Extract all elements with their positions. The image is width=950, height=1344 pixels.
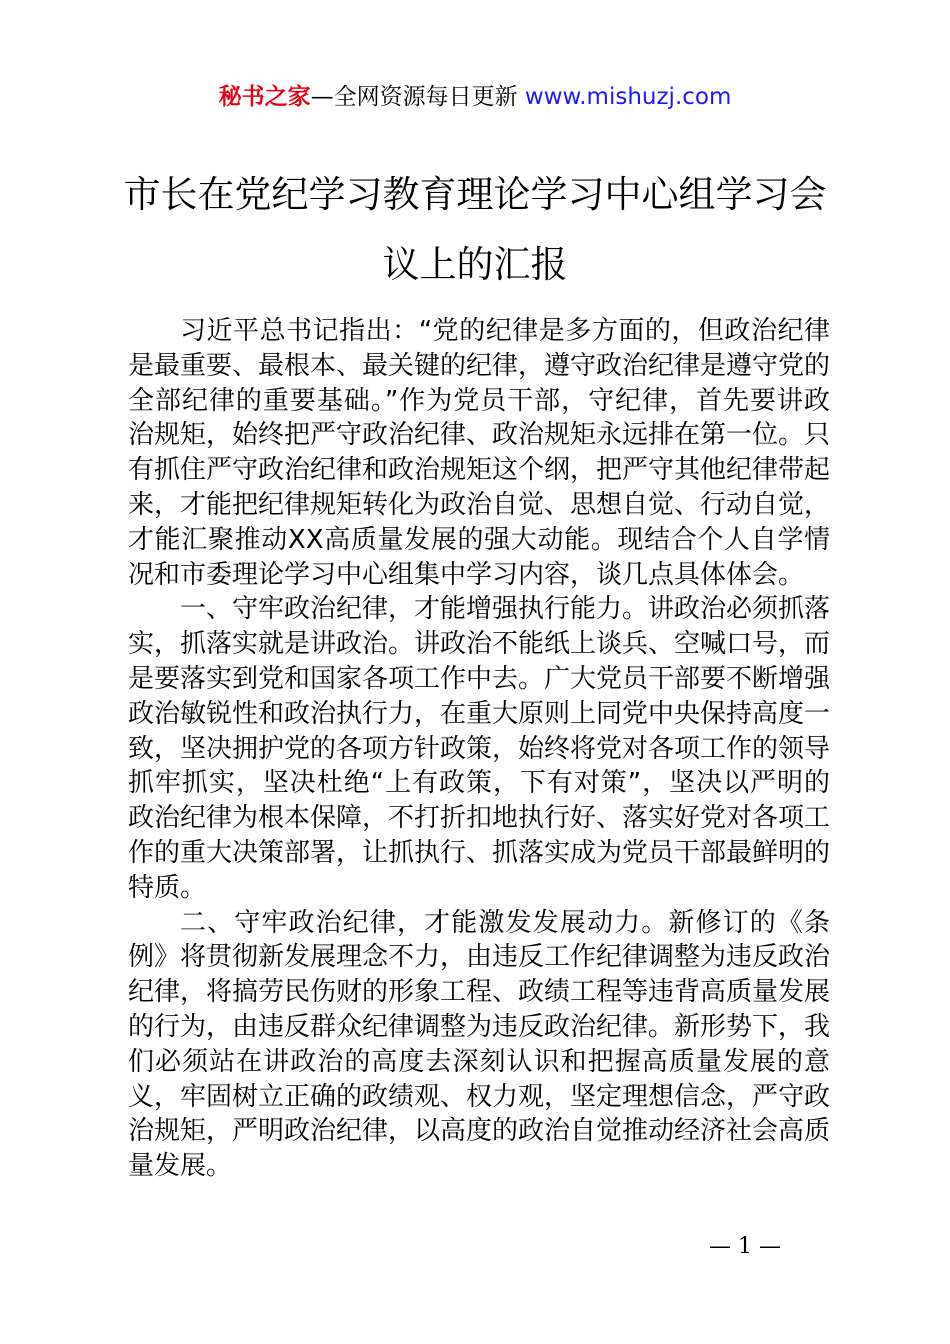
paragraph-section-2: 二、守牢政治纪律，才能激发发展动力。新修订的《条例》将贯彻新发展理念不力，由违反工作纪律调整为违反政治纪律，将搞劳民伤财的形象工程、政绩工程等违背高质量发展的行为，由违反群众纪律调整为违反政治纪律。新形势下，我们必须站在讲政治的高度去深刻认识和把握高质量发展的意义，牢固树立正确的政绩观、权力观，坚定理想信念，严守政治规矩，严明政治纪律，以高度的政治自觉推动经济社会高质量发展。 — [128, 907, 831, 1182]
document-body — [128, 314, 830, 1184]
paragraph-intro: 习近平总书记指出：“党的纪律是多方面的，但政治纪律是最重要、最根本、最关键的纪律，遵守政治纪律是遵守党的全部纪律的重要基础。”作为党员干部，守纪律，首先要讲政治规矩，始终把严守政治纪律、政治规矩永远排在第一位。只有抓住严守政治纪律和政治规矩这个纲，把严守其他纪律带起来，才能把纪律规矩转化为政治自觉、思想自觉、行动自觉，才能汇聚推动XX高质量发展的强大动能。现结合个人自学情况和市委理论学习中心组集中学习内容，谈几点具体体会。 — [128, 316, 831, 590]
document-title: 市长在党纪学习教育理论学习中心组学习会议上的汇报 — [123, 173, 827, 286]
site-header — [0, 82, 950, 112]
header-tagline: —全网资源每日更新 — [310, 84, 525, 110]
brand-name: 秘书之家 — [218, 84, 311, 110]
page-number: — 1 — — [709, 1234, 781, 1259]
paragraph-section-1: 一、守牢政治纪律，才能增强执行能力。讲政治必须抓落实，抓落实就是讲政治。讲政治不能纸上谈兵、空喊口号，而是要落实到党和国家各项工作中去。广大党员干部要不断增强政治敏锐性和政治执行力，在重大原则上同党中央保持高度一致，坚决拥护党的各项方针政策，始终将党对各项工作的领导抓牢抓实，坚决杜绝“上有政策，下有对策”，坚决以严明的政治纪律为根本保障，不打折扣地执行好、落实好党对各项工作的重大决策部署，让抓执行、抓落实成为党员干部最鲜明的特质。 — [128, 594, 831, 903]
site-url-link[interactable]: www.mishuzj.com — [524, 84, 732, 110]
